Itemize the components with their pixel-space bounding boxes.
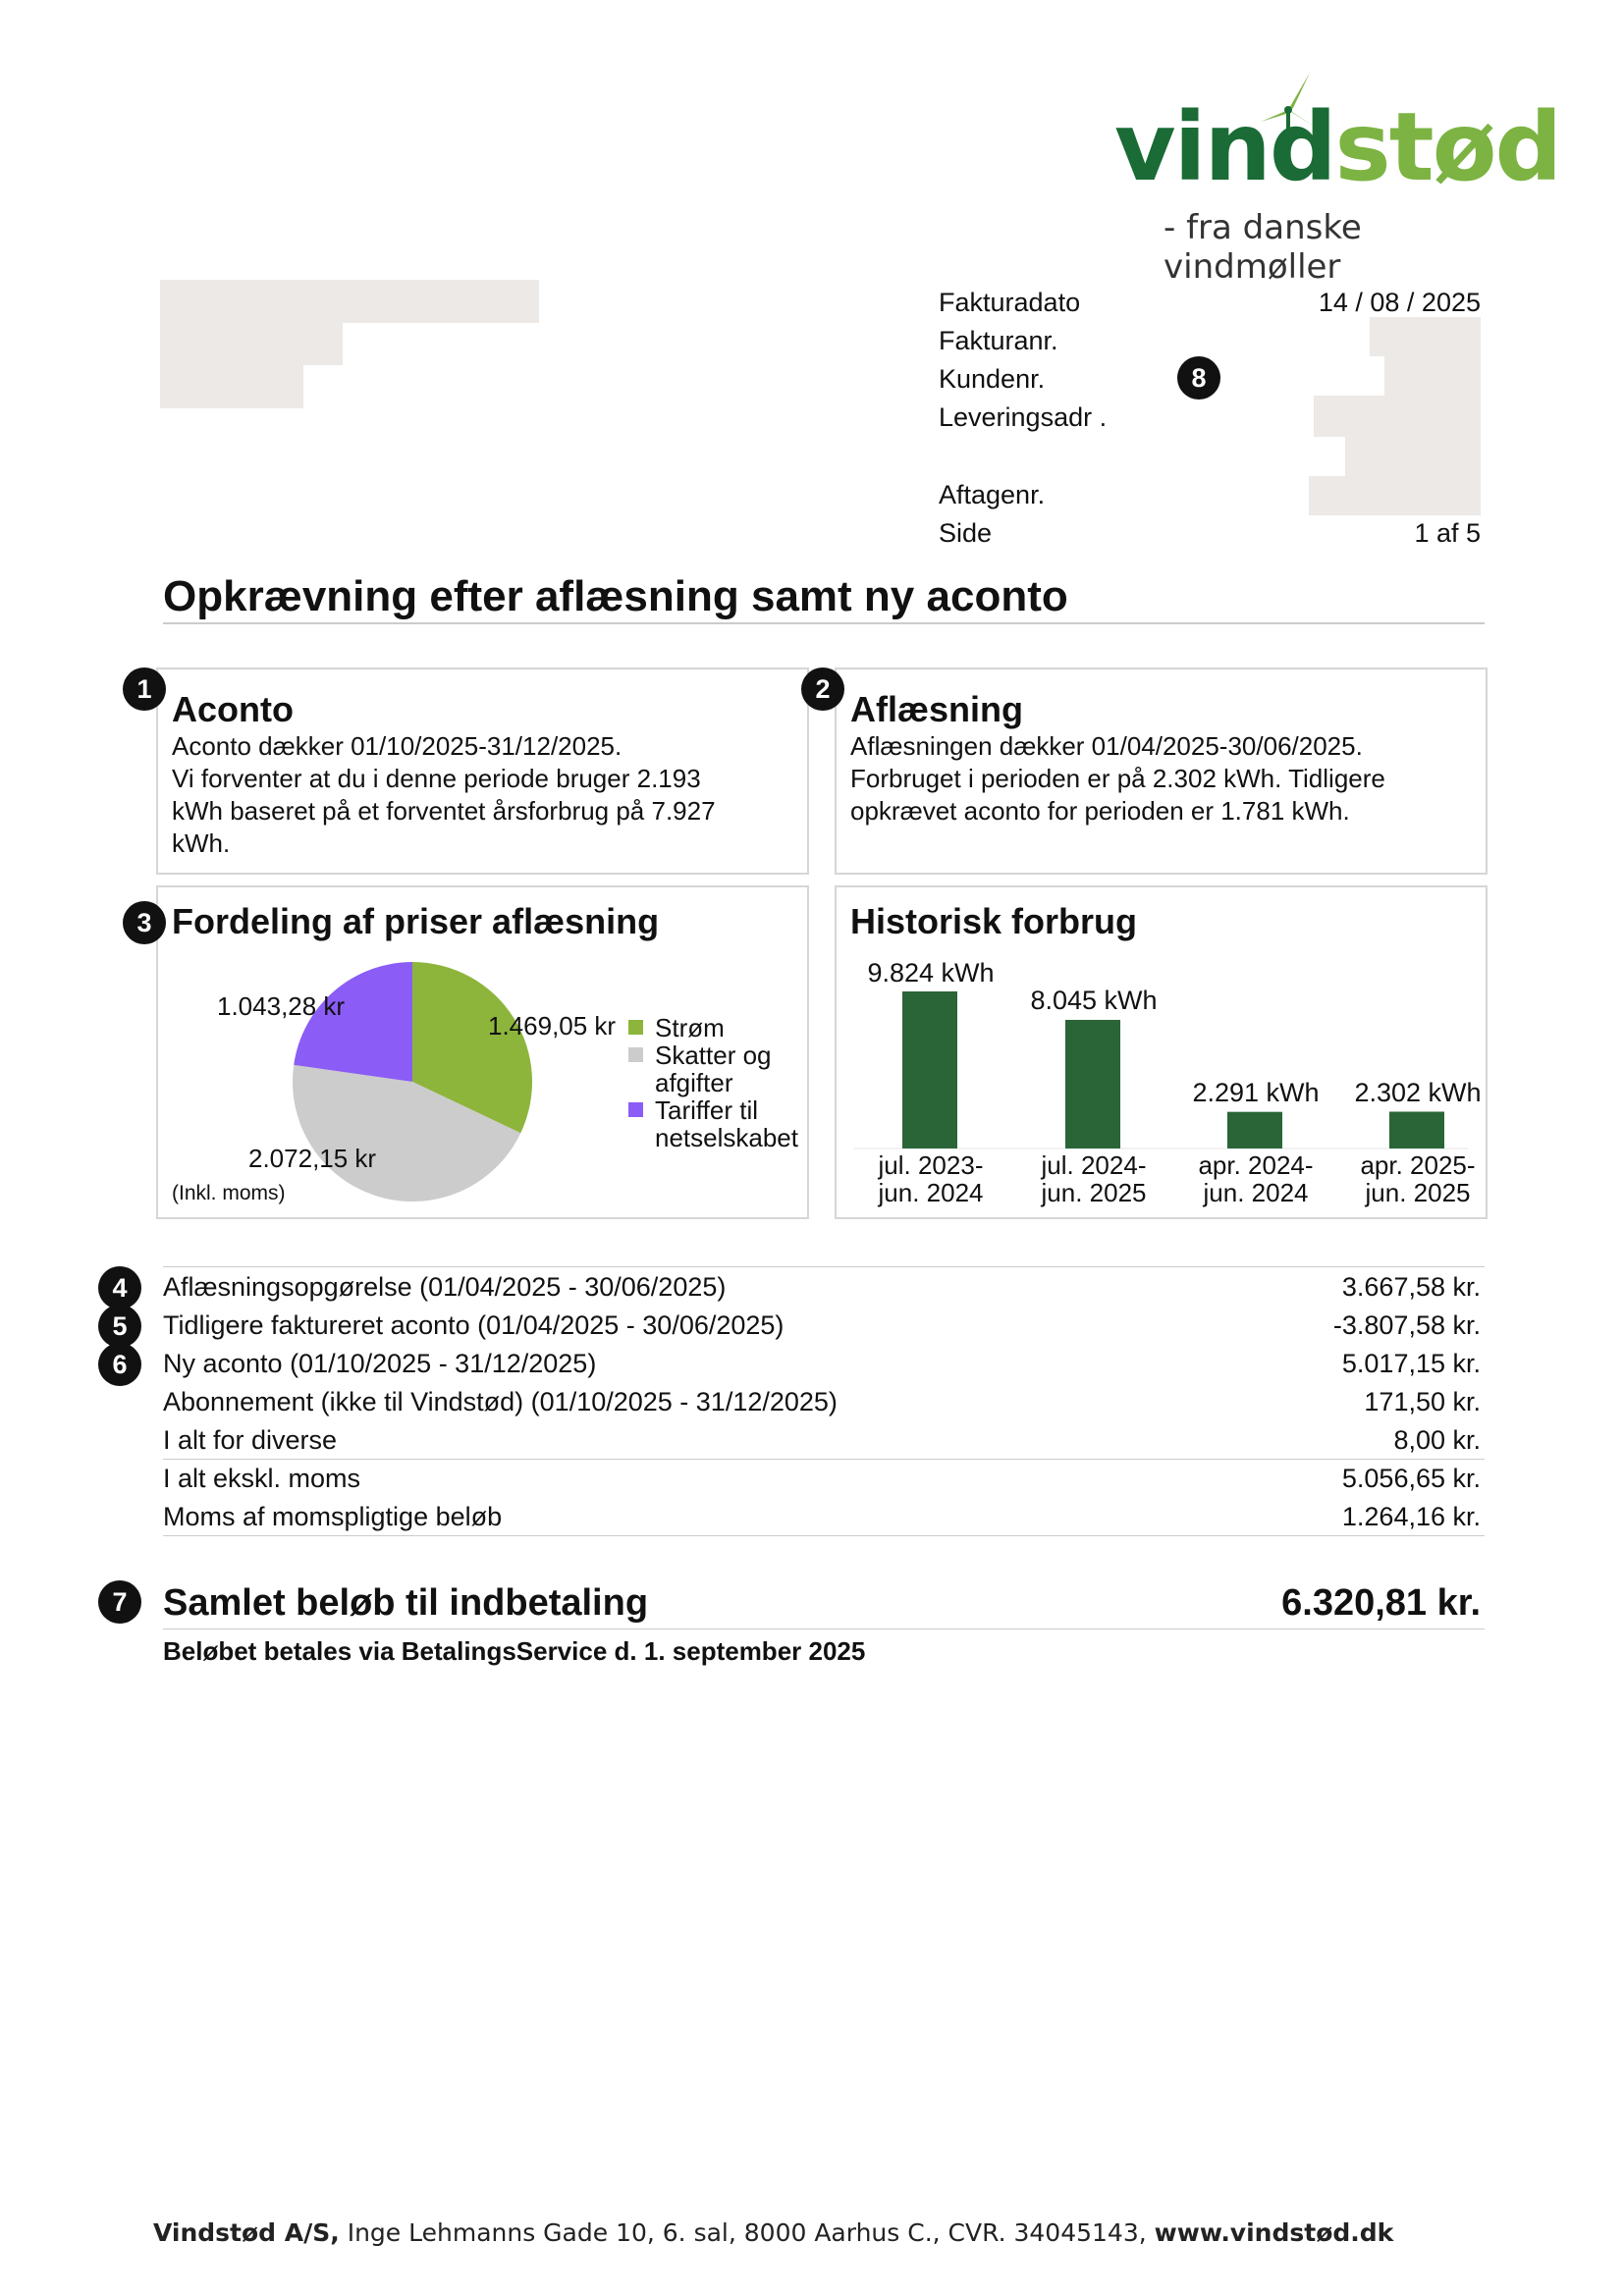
payment-note: Beløbet betales via BetalingsService d. 1. september 2025 [163,1636,866,1666]
bar-label-2 [1010,1151,1177,1206]
bar-label-line: jul. 2023- [878,1150,984,1180]
total-value: 6.320,81 kr. [1281,1582,1481,1624]
redacted-block [1314,396,1481,437]
footer-website[interactable]: www.vindstød.dk [1154,2218,1394,2247]
line-subscription-value: 171,50 kr. [1364,1387,1481,1416]
redacted-block [160,365,303,408]
redacted-block [1309,476,1481,515]
bar-2 [1065,1020,1120,1148]
badge-4: 4 [98,1266,141,1309]
redacted-block [1345,437,1481,476]
page-title: Opkrævning efter aflæsning samt ny aconto [163,572,1068,620]
line-vat-value: 1.264,16 kr. [1341,1502,1481,1531]
bar-value-3: 2.291 kWh [1192,1078,1320,1107]
reading-title: Aflæsning [850,689,1023,729]
bar-label-3 [1172,1151,1339,1206]
bar-label-line: apr. 2025- [1360,1150,1476,1180]
lines-top-divider [163,1266,1485,1267]
page-value: 1 af 5 [1414,518,1481,548]
legend-power: Strøm [655,1013,725,1042]
badge-8: 8 [1177,356,1220,400]
logo-word-dark: vind [1114,92,1335,202]
line-new-aconto-label: Ny aconto (01/10/2025 - 31/12/2025) [163,1349,597,1378]
reading-line: opkrævet aconto for perioden er 1.781 kWh. [850,796,1350,826]
bar-value-4: 2.302 kWh [1354,1078,1482,1107]
footer-company: Vindstød A/S, [153,2218,340,2247]
line-misc-label: I alt for diverse [163,1425,338,1455]
bar-value-2: 8.045 kWh [1030,986,1158,1015]
invoice-number-label: Fakturanr. [939,326,1058,355]
bar-4 [1389,1112,1444,1148]
aconto-line: Vi forventer at du i denne periode bruger 2.193 [172,764,701,793]
badge-2: 2 [801,667,844,711]
legend-swatch-tariffs [628,1102,643,1117]
badge-5: 5 [98,1305,141,1348]
line-excl-vat-value: 5.056,65 kr. [1341,1464,1481,1493]
logo-word-light: stød [1334,92,1561,202]
line-reading-statement-value: 3.667,58 kr. [1341,1272,1481,1302]
total-label: Samlet beløb til indbetaling [163,1582,649,1624]
legend-taxes: Skatter og [655,1041,772,1070]
badge-3: 3 [123,901,166,944]
aconto-title: Aconto [172,689,294,729]
bar-label-4 [1334,1151,1501,1206]
bar-label-line: jun. 2024 [878,1178,984,1207]
customer-number-label: Kundenr. [939,364,1046,394]
redacted-block [160,323,343,365]
line-new-aconto-value: 5.017,15 kr. [1341,1349,1481,1378]
bar-1 [902,991,957,1148]
reading-line: Forbruget i perioden er på 2.302 kWh. Tidligere [850,764,1385,793]
logo-wordmark [1114,92,1561,202]
pie-note: (Inkl. moms) [172,1182,286,1204]
legend-tariffs-cont: netselskabet [655,1123,798,1152]
aconto-line: kWh baseret på et forventet årsforbrug på 7.927 [172,796,716,826]
line-subscription-label: Abonnement (ikke til Vindstød) (01/10/2025 - 31/12/2025) [163,1387,838,1416]
reading-text [850,730,1385,828]
redacted-block [1370,317,1481,356]
reading-line: Aflæsningen dækker 01/04/2025-30/06/2025. [850,731,1363,761]
invoice-date-label: Fakturadato [939,288,1081,317]
line-misc-value: 8,00 kr. [1393,1425,1481,1455]
aconto-text [172,730,716,860]
page-label: Side [939,518,993,548]
bar-label-line: apr. 2024- [1198,1150,1314,1180]
bar-label-line: jun. 2025 [1041,1178,1147,1207]
bar-label-1 [847,1151,1014,1206]
aconto-line: Aconto dækker 01/10/2025-31/12/2025. [172,731,623,761]
bar-3 [1227,1112,1282,1148]
delivery-address-label: Leveringsadr . [939,402,1108,432]
pie-label-taxes: 2.072,15 kr [248,1144,377,1173]
bar-value-1: 9.824 kWh [867,958,995,988]
price-split-title: Fordeling af priser aflæsning [172,901,660,941]
legend-taxes-cont: afgifter [655,1068,733,1097]
legend-tariffs: Tariffer til [655,1095,758,1125]
badge-1: 1 [123,667,166,711]
legend-swatch-taxes [628,1047,643,1062]
footer [153,2218,1393,2247]
redacted-block [160,280,539,323]
line-prior-aconto-label: Tidligere faktureret aconto (01/04/2025 - 30/06/2025) [163,1310,785,1340]
history-title: Historisk forbrug [850,901,1138,941]
pie-label-tariffs: 1.043,28 kr [217,991,346,1021]
offtake-number-label: Aftagenr. [939,480,1046,509]
aconto-line: kWh. [172,828,231,858]
badge-6: 6 [98,1343,141,1386]
bar-label-line: jul. 2024- [1041,1150,1147,1180]
invoice-date-value: 14 / 08 / 2025 [1318,288,1481,317]
company-logo [1105,80,1561,287]
line-reading-statement-label: Aflæsningsopgørelse (01/04/2025 - 30/06/2025) [163,1272,727,1302]
line-excl-vat-label: I alt ekskl. moms [163,1464,361,1493]
bar-label-line: jun. 2024 [1203,1178,1309,1207]
subtotal-divider [163,1459,1485,1460]
bar-label-line: jun. 2025 [1365,1178,1471,1207]
logo-tagline: - fra danske vindmøller [1164,208,1362,287]
title-divider [163,622,1485,624]
footer-address: Inge Lehmanns Gade 10, 6. sal, 8000 Aarhus C., CVR. 34045143, [339,2218,1155,2247]
pie-slice-tariffs [294,962,412,1082]
line-vat-label: Moms af momspligtige beløb [163,1502,503,1531]
redacted-block [1384,356,1481,396]
pie-label-power: 1.469,05 kr [488,1011,617,1041]
legend-swatch-power [628,1020,643,1035]
lines-bottom-divider [163,1535,1485,1536]
line-prior-aconto-value: -3.807,58 kr. [1332,1310,1481,1340]
badge-7: 7 [98,1580,141,1624]
